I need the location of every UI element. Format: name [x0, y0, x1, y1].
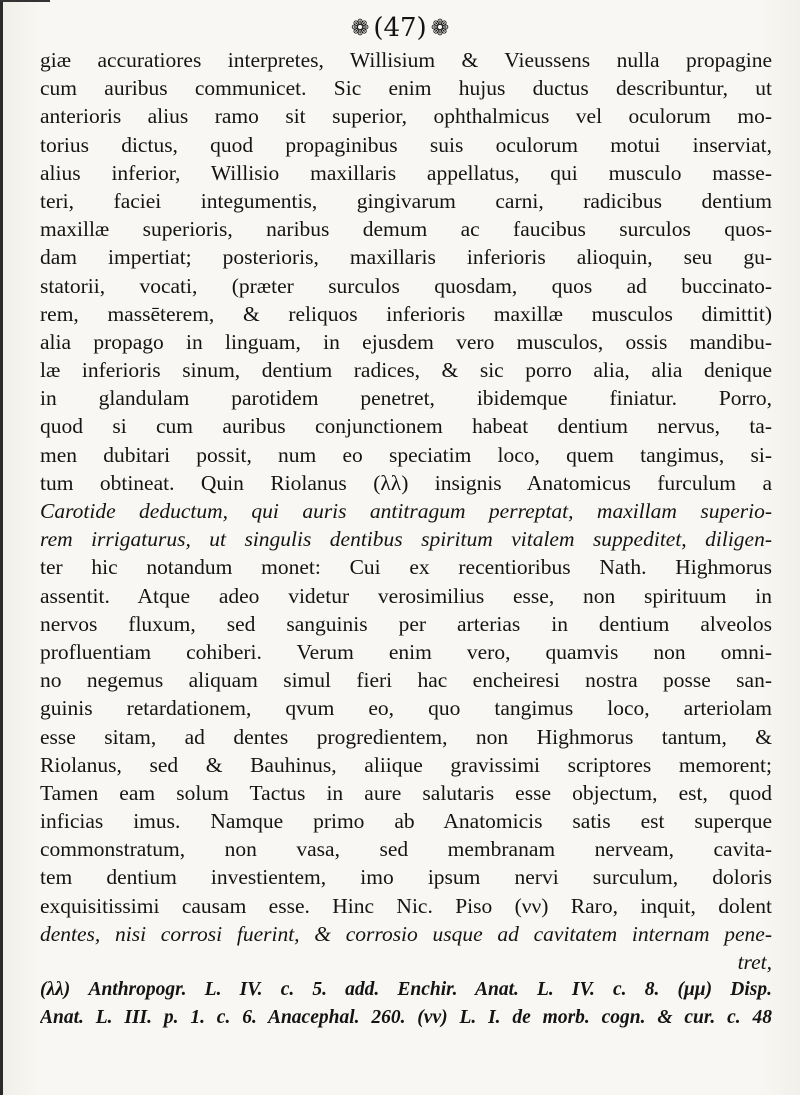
text-line: commonstratum, non vasa, sed membranam nerveam, cavita- — [40, 837, 772, 862]
ornament-right-icon: ❁ — [430, 15, 450, 41]
text-line: guinis retardationem, qvum eo, quo tangimus loco, arteriolam — [40, 696, 772, 721]
text-line: Carotide deductum, qui auris antitragum perreptat, maxillam superio- — [40, 499, 772, 523]
text-line: alia propago in linguam, in ejusdem vero musculos, ossis mandibu- — [40, 329, 772, 354]
text-line: statorii, vocati, (præter surculos quosdam, quos ad buccinato- — [40, 273, 772, 298]
text-line: nervos fluxum, sed sanguinis per arterias in dentium alveolos — [40, 611, 772, 636]
page-number: (47) — [373, 13, 427, 43]
text-line: torius dictus, quod propaginibus suis oculorum motui inserviat, — [40, 132, 772, 157]
text-line: cum auribus communicet. Sic enim hujus ductus describuntur, ut — [40, 76, 772, 101]
ornament-left-icon: ❁ — [350, 15, 370, 41]
page-binding-edge — [0, 0, 3, 1095]
text-line: maxillæ superioris, naribus demum ac faucibus surculos quos- — [40, 217, 772, 242]
text-line: alius inferior, Willisio maxillaris appellatus, qui musculo masse- — [40, 160, 772, 185]
text-line: esse sitam, ad dentes progredientem, non Highmorus tantum, & — [40, 724, 772, 749]
text-line: dam impertiat; posterioris, maxillaris inferioris alioquin, seu gu- — [40, 245, 772, 270]
text-line: rem, massēterem, & reliquos inferioris maxillæ musculos dimittit) — [40, 301, 772, 326]
text-line: rem irrigaturus, ut singulis dentibus spiritum vitalem suppeditet, diligen- — [40, 527, 772, 552]
footnote-line: Anat. L. III. p. 1. c. 6. Anacephal. 260. (νν) L. I. de morb. cogn. & cur. c. 48 — [40, 1007, 772, 1029]
text-line: Tamen eam solum Tactus in aure salutaris esse objectum, est, quod — [40, 780, 772, 805]
top-rule — [0, 0, 50, 2]
text-line: ter hic notandum monet: Cui ex recentioribus Nath. Highmorus — [40, 555, 772, 580]
text-line: inficias imus. Namque primo ab Anatomicis satis est superque — [40, 809, 772, 834]
text-line: no negemus aliquam simul fieri hac encheiresi nostra posse san- — [40, 668, 772, 693]
text-line: læ inferioris sinum, dentium radices, & sic porro alia, alia denique — [40, 358, 772, 383]
page-header — [300, 10, 500, 46]
body-text — [40, 46, 772, 1033]
text-line: teri, faciei integumentis, gingivarum carni, radicibus dentium — [40, 188, 772, 213]
text-line: profluentiam cohiberi. Verum enim vero, quamvis non omni- — [40, 639, 772, 664]
text-line: dentes, nisi corrosi fuerint, & corrosio usque ad cavitatem internam pene- — [40, 921, 772, 946]
text-line: assentit. Atque adeo videtur verosimilius esse, non spirituum in — [40, 583, 772, 608]
text-line: tret, — [737, 950, 772, 974]
text-line: exquisitissimi causam esse. Hinc Nic. Piso (νν) Raro, inquit, dolent — [40, 893, 772, 918]
text-line: in glandulam parotidem penetret, ibidemque finiatur. Porro, — [40, 386, 772, 411]
text-line: giæ accuratiores interpretes, Willisium & Vieussens nulla propagine — [40, 48, 772, 72]
text-line: tem dentium investientem, imo ipsum nervi surculum, doloris — [40, 865, 772, 890]
text-line: tum obtineat. Quin Riolanus (λλ) insignis Anatomicus furculum a — [40, 470, 772, 495]
text-line: quod si cum auribus conjunctionem habeat dentium nervus, ta- — [40, 414, 772, 439]
text-line: men dubitari possit, num eo speciatim loco, quem tangimus, si- — [40, 442, 772, 467]
text-line: Riolanus, sed & Bauhinus, aliique gravissimi scriptores memorent; — [40, 752, 772, 777]
text-line: anterioris alius ramo sit superior, ophthalmicus vel oculorum mo- — [40, 104, 772, 129]
footnote-line: (λλ) Anthropogr. L. IV. c. 5. add. Enchir. Anat. L. IV. c. 8. (μμ) Disp. — [40, 979, 772, 1001]
